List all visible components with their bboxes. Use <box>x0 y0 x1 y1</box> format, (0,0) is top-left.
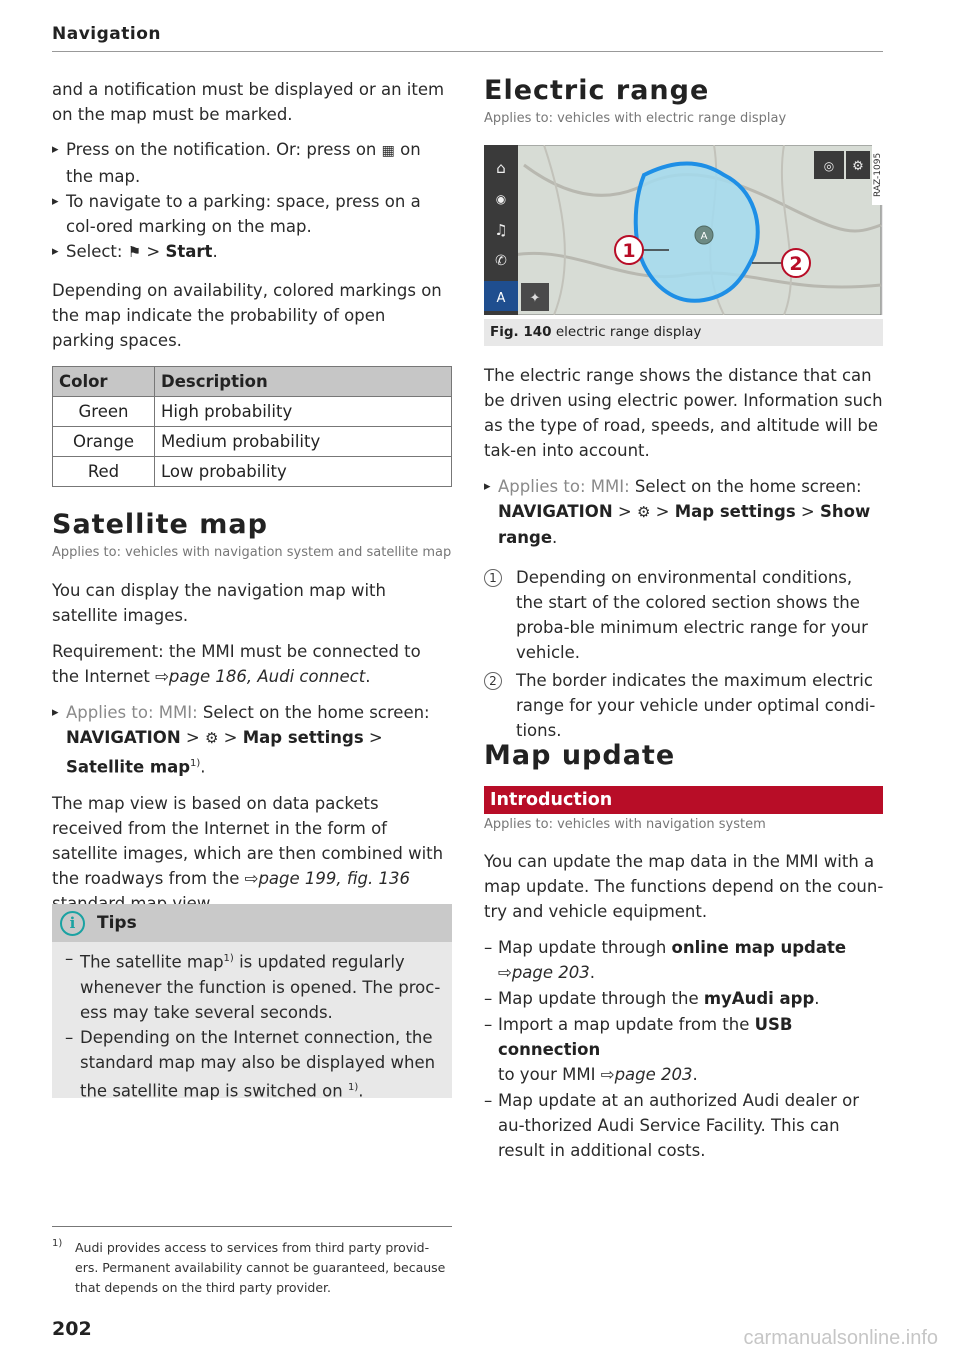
table-row: Green High probability <box>53 397 452 427</box>
gear-icon: ⚙ <box>636 503 651 521</box>
page-number: 202 <box>52 1318 92 1340</box>
step-select-start: ▸ Select: ⚑ > Start. <box>52 239 452 265</box>
svg-text:A: A <box>700 231 708 242</box>
phone-icon: ✆ <box>495 253 507 269</box>
tips-box <box>52 904 452 1098</box>
music-icon: ♫ <box>494 221 508 239</box>
info-icon: i <box>60 911 85 936</box>
satellite-map-heading: Satellite map <box>52 509 268 540</box>
figure-caption: Fig. 140 electric range display <box>484 319 883 346</box>
section-header: Navigation <box>52 24 161 44</box>
electric-applies: Applies to: vehicles with electric range display <box>484 111 787 126</box>
gear-icon: ⚙ <box>204 729 219 747</box>
svg-text:◎: ◎ <box>823 159 835 173</box>
map-update-list <box>484 935 884 1163</box>
note-2: 2 The border indicates the maximum electric range for your vehicle under optimal condi-tions. <box>484 668 884 743</box>
svg-text:RAZ-1095: RAZ-1095 <box>873 152 883 197</box>
satellite-p1: You can display the navigation map with satellite images. <box>52 581 386 625</box>
footnote-rule <box>52 1226 452 1227</box>
callout-1-icon: 1 <box>484 569 502 587</box>
parking-symbol-icon: ▦ <box>381 143 395 159</box>
table-header-color: Color <box>53 367 155 397</box>
map-update-applies: Applies to: vehicles with navigation system <box>484 817 766 832</box>
svg-text:⚙: ⚙ <box>852 159 864 174</box>
list-item: – Map update through the myAudi app. <box>484 986 884 1011</box>
electric-notes <box>484 565 884 743</box>
tips-item: – Depending on the Internet connection, the standard map may also be displayed when the satellite map is switched on $^{1)}$. <box>52 1025 452 1104</box>
electric-range-figure <box>484 145 883 342</box>
page-ref-link[interactable]: page 203 <box>614 1065 693 1084</box>
flag-icon: ⚑ <box>127 243 142 261</box>
step-navigate-parking: ▸ To navigate to a parking: space, press on a col-ored marking on the map. <box>52 189 452 239</box>
tips-item: – The satellite map$^{1)}$ is updated regularly whenever the function is opened. The proc-ess may take several seconds. <box>52 946 452 1025</box>
callout-2-icon: 2 <box>484 672 502 690</box>
introduction-bar: Introduction <box>484 786 883 814</box>
watermark: carmanualsonline.info <box>743 1327 938 1349</box>
svg-text:1: 1 <box>622 240 636 262</box>
map-update-p1: You can update the map data in the MMI with a map update. The functions depend on the coun-try and vehicle equipment. <box>484 852 884 921</box>
electric-p1: The electric range shows the distance that can be driven using electric power. Information such as the type of road, speeds, and altitude will be tak-en into account. <box>484 366 883 460</box>
satellite-applies: Applies to: vehicles with navigation system and satellite map <box>52 545 452 560</box>
table-row: Red Low probability <box>53 457 452 487</box>
list-item: – Map update through online map update ⇨page 203. <box>484 935 884 985</box>
satellite-p2: Requirement: the MMI must be connected to the Internet ⇨page 186, Audi connect. <box>52 642 421 686</box>
svg-text:2: 2 <box>789 253 803 275</box>
parking-color-table <box>52 366 452 487</box>
tips-header: i Tips <box>52 904 452 942</box>
table-header-description: Description <box>155 367 452 397</box>
range-map-image <box>484 145 883 315</box>
svg-text:A: A <box>496 291 506 306</box>
page-ref-link[interactable]: page 199, fig. 136 <box>258 869 410 888</box>
intro-paragraph: and a notification must be displayed or an item on the map must be marked. <box>52 80 445 124</box>
satellite-p3: The map view is based on data packets received from the Internet in the form of satellite images, which are then combined with the roadways from the ⇨page 199, fig. 136 <box>52 794 444 888</box>
note-1: 1 Depending on environmental conditions, the start of the colored section shows the proba-ble minimum electric range for your vehicle. <box>484 565 884 665</box>
step-press-notification: ▸ Press on the notification. Or: press on ▦ on the map. <box>52 137 452 189</box>
page-ref-link[interactable]: page 203 <box>511 963 590 982</box>
satellite-step: ▸ Applies to: MMI: Select on the home screen: NAVIGATION > ⚙ > Map settings > Satellite map$^{1)}$. <box>52 700 452 780</box>
footnote: 1) Audi provides access to services from third party provid-ers. Permanent availability cannot be guaranteed, because that depends on the third party provider. <box>52 1238 446 1295</box>
page-ref-link[interactable]: page 186, Audi connect <box>168 667 366 686</box>
depending-paragraph: Depending on availability, colored markings on the map indicate the probability of open parking spaces. <box>52 281 442 350</box>
electric-range-heading: Electric range <box>484 75 710 106</box>
list-item: – Import a map update from the USB connection to your MMI ⇨page 203. <box>484 1012 884 1087</box>
header-rule <box>52 51 883 52</box>
svg-text:✦: ✦ <box>529 291 541 306</box>
table-row: Orange Medium probability <box>53 427 452 457</box>
list-item: – Map update at an authorized Audi dealer or au-thorized Audi Service Facility. This can result in additional costs. <box>484 1088 884 1163</box>
map-update-heading: Map update <box>484 740 676 771</box>
radio-icon: ◉ <box>495 192 507 206</box>
parking-steps <box>52 137 452 265</box>
electric-step: ▸ Applies to: MMI: Select on the home screen: NAVIGATION > ⚙ > Map settings > Show range. <box>484 474 884 550</box>
home-icon: ⌂ <box>496 159 506 177</box>
